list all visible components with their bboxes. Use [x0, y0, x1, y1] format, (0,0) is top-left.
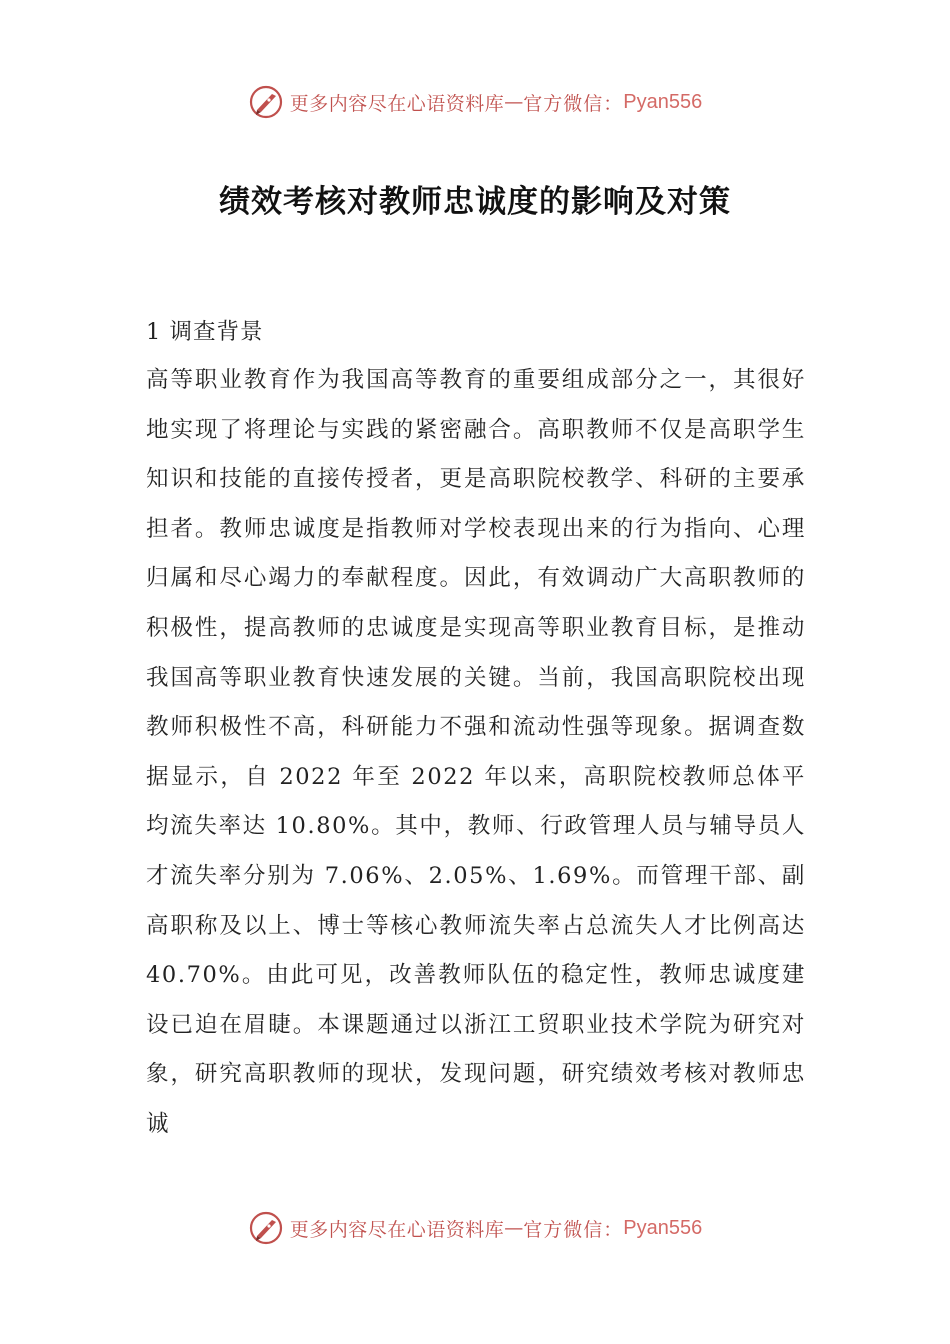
- footer-banner-separator: —: [504, 1217, 524, 1239]
- footer-wechat-label: 官方微信：: [523, 1218, 624, 1241]
- footer-banner: [0, 1208, 950, 1248]
- header-wechat-id: Pyan556: [623, 90, 703, 113]
- body-paragraph: 高等职业教育作为我国高等教育的重要组成部分之一，其很好地实现了将理论与实践的紧密融合。高职教师不仅是高职学生知识和技能的直接传授者，更是高职院校教学、科研的主要承担者。教师忠诚度是指教师对学校表现出来的行为指向、心理归属和尽心竭力的奉献程度。因此，有效调动广大高职教师的积极性，提高教师的忠诚度是实现高等职业教育目标，是推动我国高等职业教育快速发展的关键。当前，我国高职院校出现教师积极性不高，科研能力不强和流动性强等现象。据调查数据显示，自 2022 年至 2022 年以来，高职院校教师总体平均流失率达 10.80%。其中，教师、行政管理人员与辅导员人才流失率分别为 7.06%、2.05%、1.69%。而管理干部、副高职称及以上、博士等核心教师流失率占总流失人才比例高达 40.70%。由此可见，改善教师队伍的稳定性，教师忠诚度建设已迫在眉睫。本课题通过以浙江工贸职业技术学院为研究对象，研究高职教师的现状，发现问题，研究绩效考核对教师忠诚: [146, 367, 806, 1137]
- pen-logo-icon: [248, 84, 284, 120]
- header-banner-text: 更多内容尽在心语资料库: [289, 92, 505, 115]
- header-wechat-label: 官方微信：: [523, 92, 624, 115]
- header-banner-separator: —: [504, 91, 524, 113]
- document-body: [146, 308, 806, 1150]
- footer-wechat-id: Pyan556: [623, 1216, 703, 1239]
- document-title: 绩效考核对教师忠诚度的影响及对策: [219, 184, 731, 220]
- pen-logo-icon: [248, 1210, 284, 1246]
- footer-banner-text: 更多内容尽在心语资料库: [289, 1218, 505, 1241]
- section-heading: 1 调查背景: [146, 319, 264, 345]
- header-banner: [0, 82, 950, 122]
